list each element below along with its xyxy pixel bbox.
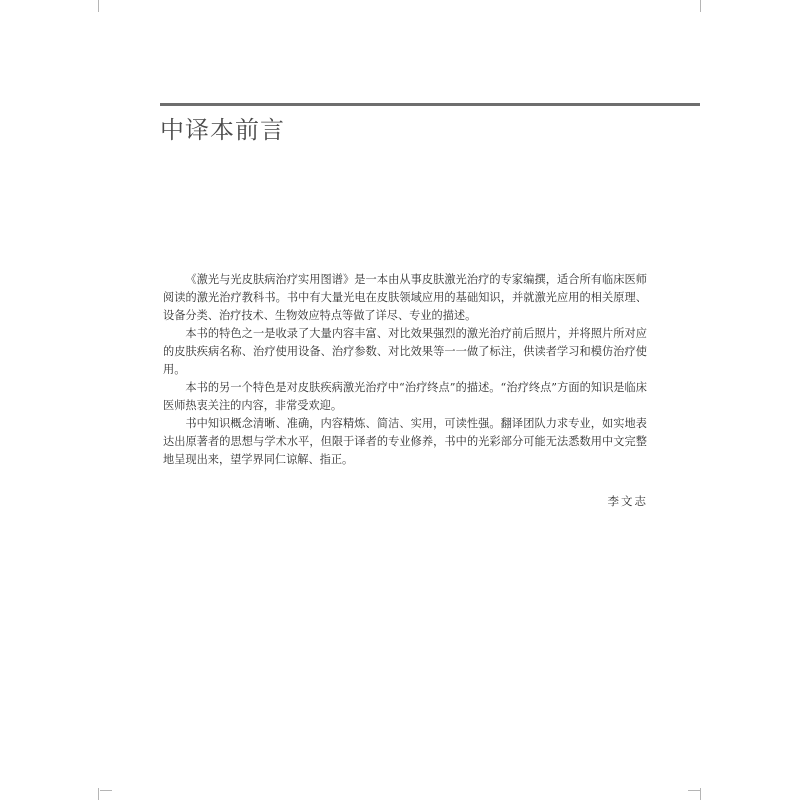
paragraph-2: 本书的特色之一是收录了大量内容丰富、对比效果强烈的激光治疗前后照片，并将照片所对应的皮肤疾病名称、治疗使用设备、治疗参数、对比效果等一一做了标注，供读者学习和模仿治疗使用。: [163, 327, 647, 376]
title-rule: [160, 103, 700, 106]
crop-mark-right-bottom: [688, 790, 700, 791]
paragraph-1: 《激光与光皮肤病治疗实用图谱》是一本由从事皮肤激光治疗的专家编撰，适合所有临床医师阅读的激光治疗教科书。书中有大量光电在皮肤领域应用的基础知识，并就激光应用的相关原理、设备分类、治疗技术、生物效应特点等做了详尽、专业的描述。: [163, 273, 647, 322]
preface-body: [163, 271, 647, 469]
crop-mark-left-bottom: [100, 790, 112, 791]
paragraph-3: 本书的另一个特色是对皮肤疾病激光治疗中“治疗终点”的描述。“治疗终点”方面的知识是临床医师热衷关注的内容，非常受欢迎。: [163, 381, 647, 412]
paragraph-4: 书中知识概念清晰、准确，内容精炼、简洁、实用，可读性强。翻译团队力求专业，如实地表达出原著者的思想与学术水平，但限于译者的专业修养，书中的光彩部分可能无法悉数用中文完整地呈现出来，望学界同仁谅解、指正。: [163, 417, 647, 466]
crop-mark-bottom-left: [98, 788, 99, 800]
crop-mark-top-right: [700, 0, 701, 12]
crop-mark-top-left: [98, 0, 99, 12]
page-title: 中译本前言: [160, 116, 285, 144]
crop-mark-bottom-right: [700, 788, 701, 800]
translator-signature: 李文志: [607, 494, 648, 508]
